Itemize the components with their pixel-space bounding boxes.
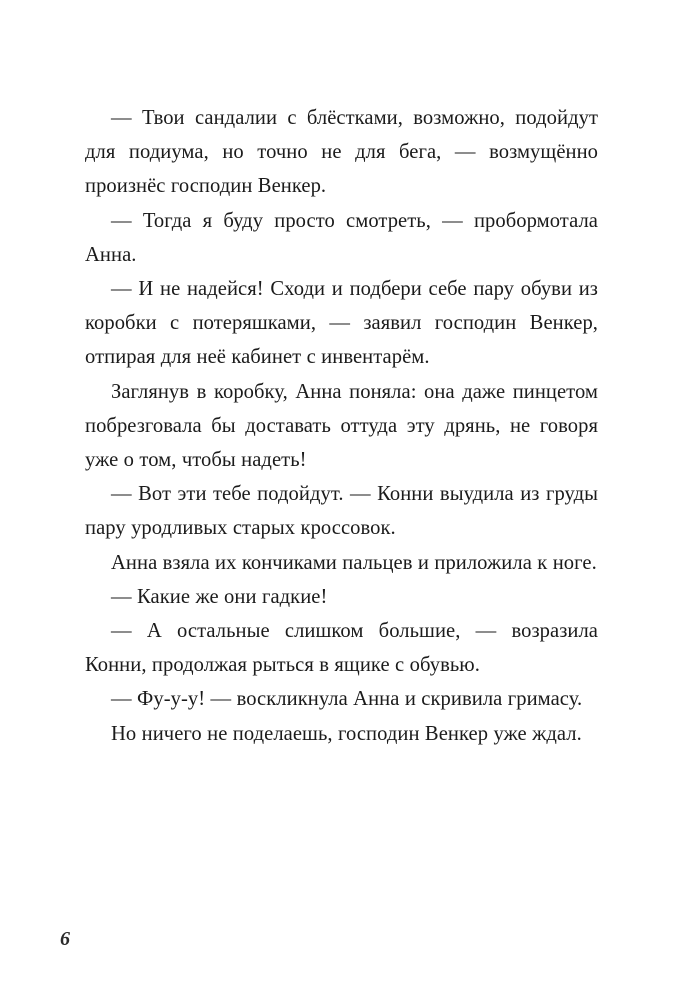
paragraph: Анна взяла их кончиками пальцев и приложила к ноге. [111,551,597,574]
page-text-block [85,101,598,751]
paragraph: — И не надейся! Сходи и подбери себе пару обуви из коробки с потеряшками, — заявил господин Венкер, отпирая для неё кабинет с инвентарём. [85,278,598,369]
paragraph: — Фу-у-у! — воскликнула Анна и скривила гримасу. [111,688,583,711]
paragraph: — Какие же они гадкие! [111,585,328,608]
paragraph: — А остальные слишком большие, — возразила Конни, продолжая рыться в ящике с обувью. [85,620,598,677]
page-number: 6 [60,928,71,950]
paragraph: — Вот эти тебе подойдут. — Конни выудила из груды пару уродливых старых кроссовок. [85,483,598,540]
paragraph: — Тогда я буду просто смотреть, — пробормотала Анна. [85,209,598,266]
paragraph: — Твои сандалии с блёстками, возможно, подойдут для подиума, но точно не для бега, — возмущённо произнёс господин Венкер. [85,107,598,198]
paragraph: Заглянув в коробку, Анна поняла: она даже пинцетом побрезговала бы доставать оттуда эту дрянь, не говоря уже о том, чтобы надеть! [85,380,598,472]
paragraph: Но ничего не поделаешь, господин Венкер уже ждал. [111,722,582,745]
